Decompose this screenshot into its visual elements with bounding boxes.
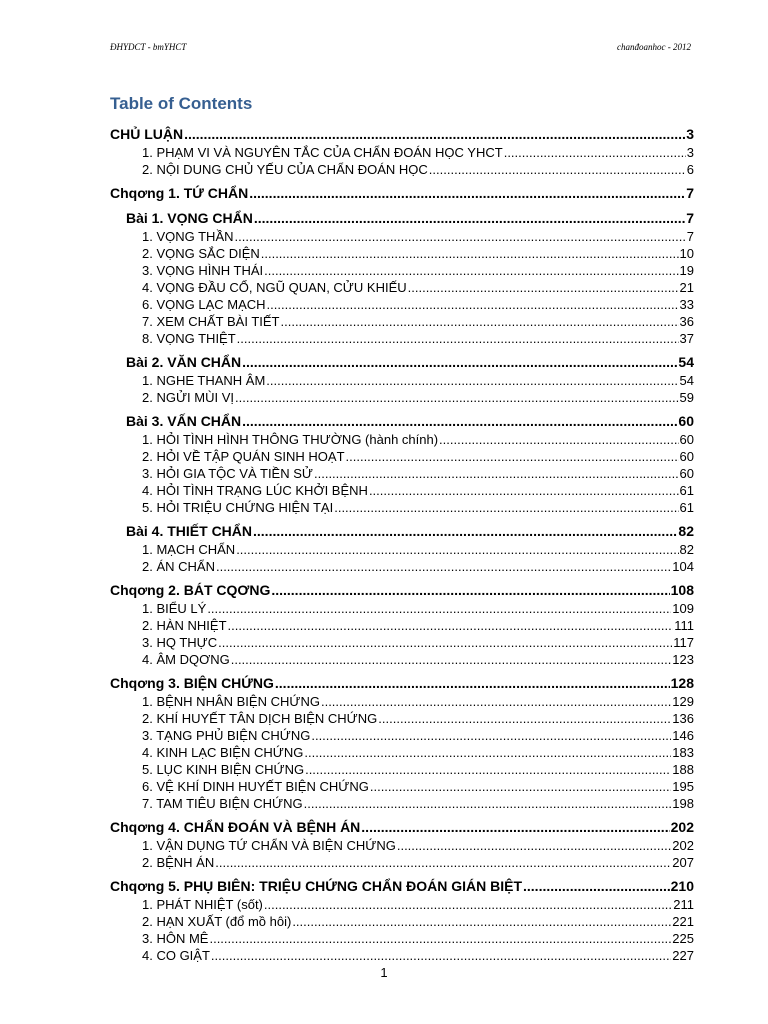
toc-item-entry[interactable]: [110, 482, 694, 499]
toc-item-entry[interactable]: [110, 837, 694, 854]
dot-leader: [370, 778, 671, 795]
toc-item-entry[interactable]: [110, 245, 694, 262]
toc-entry-page: 225: [672, 931, 694, 946]
toc-entry-title: 2. NGỬI MÙI VỊ: [142, 390, 235, 405]
toc-entry-page: 211: [673, 897, 694, 912]
dot-leader: [281, 313, 679, 330]
dot-leader: [228, 617, 674, 634]
toc-entry-page: 117: [673, 635, 694, 650]
toc-entry-title: 2. HỎI VỀ TẬP QUÁN SINH HOẠT: [142, 449, 345, 464]
toc-entry-title: 5. LỤC KINH BIỆN CHỨNG: [142, 762, 305, 777]
dot-leader: [504, 144, 686, 161]
toc-entry-title: Chqơng 3. BIỆN CHỨNG: [110, 675, 274, 691]
toc-item-entry[interactable]: [110, 896, 694, 913]
toc-entry-page: 3: [686, 145, 694, 160]
toc-entry-page: 33: [679, 297, 694, 312]
toc-entry-title: 1. PHẠM VI VÀ NGUYÊN TẮC CỦA CHẨN ĐOÁN HỌC YHCT: [142, 145, 503, 160]
dot-leader: [305, 761, 671, 778]
table-of-contents: [110, 125, 694, 964]
dot-leader: [361, 818, 669, 837]
dot-leader: [184, 125, 685, 144]
toc-entry-page: 207: [672, 855, 694, 870]
toc-entry-title: 4. CO GIẬT: [142, 948, 210, 963]
toc-entry-page: 202: [670, 819, 694, 835]
toc-lesson-entry[interactable]: [110, 209, 694, 228]
dot-leader: [523, 877, 670, 896]
toc-entry-page: 210: [670, 878, 694, 894]
toc-item-entry[interactable]: [110, 693, 694, 710]
dot-leader: [218, 634, 672, 651]
toc-entry-page: 104: [672, 559, 694, 574]
toc-item-entry[interactable]: [110, 372, 694, 389]
toc-entry-title: Chqơng 1. TỨ CHẨN: [110, 185, 249, 201]
toc-entry-page: 60: [678, 413, 694, 429]
toc-entry-title: 2. VỌNG SẮC DIỆN: [142, 246, 260, 261]
toc-item-entry[interactable]: [110, 558, 694, 575]
toc-entry-page: 7: [686, 229, 694, 244]
toc-item-entry[interactable]: [110, 710, 694, 727]
toc-item-entry[interactable]: [110, 795, 694, 812]
toc-entry-page: 146: [672, 728, 694, 743]
toc-entry-page: 21: [679, 280, 694, 295]
dot-leader: [215, 854, 671, 871]
toc-entry-title: Bài 4. THIẾT CHẨN: [126, 523, 253, 539]
toc-item-entry[interactable]: [110, 913, 694, 930]
toc-item-entry[interactable]: [110, 296, 694, 313]
toc-entry-page: 37: [679, 331, 694, 346]
dot-leader: [235, 389, 679, 406]
toc-entry-page: 128: [670, 675, 694, 691]
dot-leader: [264, 262, 678, 279]
toc-item-entry[interactable]: [110, 541, 694, 558]
dot-leader: [266, 372, 678, 389]
toc-lesson-entry[interactable]: [110, 412, 694, 431]
toc-entry-page: 221: [672, 914, 694, 929]
dot-leader: [378, 710, 671, 727]
toc-entry-page: 36: [679, 314, 694, 329]
toc-entry-title: 8. VỌNG THIỆT: [142, 331, 236, 346]
toc-entry-title: 2. NỘI DUNG CHỦ YẾU CỦA CHẨN ĐOÁN HỌC: [142, 162, 428, 177]
dot-leader: [346, 448, 679, 465]
toc-entry-title: 1. VẬN DỤNG TỨ CHẨN VÀ BIỆN CHỨNG: [142, 838, 396, 853]
toc-entry-title: 2. HÀN NHIỆT: [142, 618, 227, 633]
toc-entry-title: Chqơng 2. BÁT CQƠNG: [110, 582, 271, 598]
dot-leader: [439, 431, 678, 448]
toc-entry-title: 4. ÂM DQƠNG: [142, 652, 230, 667]
toc-item-entry[interactable]: [110, 634, 694, 651]
page-number: 1: [380, 965, 388, 980]
toc-chapter-entry[interactable]: [110, 125, 694, 144]
dot-leader: [242, 353, 677, 372]
toc-entry-page: 82: [678, 523, 694, 539]
dot-leader: [369, 482, 679, 499]
toc-entry-title: 3. HQ THỰC: [142, 635, 218, 650]
toc-lesson-entry[interactable]: [110, 353, 694, 372]
dot-leader: [304, 744, 671, 761]
toc-entry-page: 188: [672, 762, 694, 777]
toc-item-entry[interactable]: [110, 727, 694, 744]
toc-entry-title: 1. NGHE THANH ÂM: [142, 373, 266, 388]
dot-leader: [236, 541, 678, 558]
dot-leader: [334, 499, 678, 516]
dot-leader: [271, 581, 669, 600]
toc-item-entry[interactable]: [110, 617, 694, 634]
toc-item-entry[interactable]: [110, 330, 694, 347]
toc-entry-page: 61: [679, 483, 694, 498]
toc-title: Table of Contents: [110, 94, 253, 113]
dot-leader: [304, 795, 672, 812]
toc-entry-page: 7: [686, 185, 694, 201]
toc-entry-title: 1. VỌNG THẦN: [142, 229, 234, 244]
toc-item-entry[interactable]: [110, 651, 694, 668]
toc-entry-title: 2. ÁN CHẨN: [142, 559, 215, 574]
dot-leader: [264, 896, 672, 913]
toc-item-entry[interactable]: [110, 448, 694, 465]
toc-entry-page: 111: [674, 618, 694, 633]
toc-entry-title: 2. HẠN XUẤT (đổ mồ hôi): [142, 914, 292, 929]
toc-entry-title: Chqơng 4. CHẨN ĐOÁN VÀ BỆNH ÁN: [110, 819, 361, 835]
toc-entry-page: 7: [686, 210, 694, 226]
toc-entry-title: 6. VỆ KHÍ DINH HUYẾT BIỆN CHỨNG: [142, 779, 369, 794]
dot-leader: [397, 837, 671, 854]
dot-leader: [261, 245, 679, 262]
toc-item-entry[interactable]: [110, 947, 694, 964]
toc-item-entry[interactable]: [110, 465, 694, 482]
toc-entry-title: Bài 1. VỌNG CHẨN: [126, 210, 253, 226]
dot-leader: [321, 693, 671, 710]
dot-leader: [254, 209, 685, 228]
dot-leader: [237, 330, 679, 347]
dot-leader: [314, 465, 679, 482]
toc-entry-page: 123: [672, 652, 694, 667]
toc-item-entry[interactable]: [110, 144, 694, 161]
toc-entry-title: 2. KHÍ HUYẾT TÂN DỊCH BIỆN CHỨNG: [142, 711, 378, 726]
dot-leader: [249, 184, 685, 203]
toc-item-entry[interactable]: [110, 854, 694, 871]
toc-item-entry[interactable]: [110, 389, 694, 406]
toc-entry-title: 7. XEM CHẤT BÀI TIẾT: [142, 314, 280, 329]
dot-leader: [231, 651, 672, 668]
dot-leader: [209, 930, 671, 947]
toc-entry-page: 183: [672, 745, 694, 760]
dot-leader: [275, 674, 670, 693]
toc-chapter-entry[interactable]: [110, 818, 694, 837]
toc-item-entry[interactable]: [110, 600, 694, 617]
toc-entry-page: 60: [679, 432, 694, 447]
toc-entry-page: 108: [670, 582, 694, 598]
header-right-text: chanđoanhoc - 2012: [617, 42, 691, 52]
toc-entry-title: 1. BỆNH NHÂN BIỆN CHỨNG: [142, 694, 320, 709]
toc-entry-page: 19: [679, 263, 694, 278]
dot-leader: [311, 727, 671, 744]
toc-item-entry[interactable]: [110, 262, 694, 279]
toc-entry-page: 6: [686, 162, 694, 177]
toc-entry-page: 3: [686, 126, 694, 142]
dot-leader: [267, 296, 679, 313]
toc-item-entry[interactable]: [110, 228, 694, 245]
toc-chapter-entry[interactable]: [110, 581, 694, 600]
dot-leader: [242, 412, 677, 431]
toc-item-entry[interactable]: [110, 499, 694, 516]
toc-entry-title: 1. HỎI TÌNH HÌNH THÔNG THƯỜNG (hành chính): [142, 432, 439, 447]
toc-item-entry[interactable]: [110, 761, 694, 778]
toc-entry-title: Bài 2. VĂN CHẨN: [126, 354, 242, 370]
toc-entry-page: 195: [672, 779, 694, 794]
dot-leader: [429, 161, 686, 178]
toc-entry-title: Chqơng 5. PHỤ BIÊN: TRIỆU CHỨNG CHẨN ĐOÁN GIÁN BIỆT: [110, 878, 523, 894]
dot-leader: [408, 279, 679, 296]
toc-item-entry[interactable]: [110, 930, 694, 947]
toc-entry-title: 2. BỆNH ÁN: [142, 855, 215, 870]
toc-entry-page: 60: [679, 449, 694, 464]
toc-entry-title: 6. VỌNG LẠC MẠCH: [142, 297, 266, 312]
toc-entry-page: 54: [678, 354, 694, 370]
toc-entry-title: 1. MẠCH CHẨN: [142, 542, 236, 557]
toc-entry-title: 3. TẠNG PHỦ BIỆN CHỨNG: [142, 728, 311, 743]
toc-chapter-entry[interactable]: [110, 877, 694, 896]
toc-lesson-entry[interactable]: [110, 522, 694, 541]
toc-entry-title: CHỦ LUẬN: [110, 126, 184, 142]
dot-leader: [235, 228, 686, 245]
toc-item-entry[interactable]: [110, 431, 694, 448]
toc-chapter-entry[interactable]: [110, 184, 694, 203]
toc-entry-page: 82: [679, 542, 694, 557]
toc-entry-title: 4. HỎI TÌNH TRẠNG LÚC KHỞI BỆNH: [142, 483, 368, 498]
toc-chapter-entry[interactable]: [110, 674, 694, 693]
toc-entry-title: 4. KINH LẠC BIỆN CHỨNG: [142, 745, 304, 760]
toc-entry-page: 59: [679, 390, 694, 405]
toc-item-entry[interactable]: [110, 161, 694, 178]
dot-leader: [207, 600, 671, 617]
toc-entry-title: 3. VỌNG HÌNH THÁI: [142, 263, 264, 278]
header-left-text: ĐHYDCT - bmYHCT: [110, 42, 187, 52]
toc-entry-title: 7. TAM TIÊU BIỆN CHỨNG: [142, 796, 303, 811]
toc-item-entry[interactable]: [110, 279, 694, 296]
dot-leader: [253, 522, 677, 541]
toc-entry-page: 136: [672, 711, 694, 726]
toc-entry-page: 109: [672, 601, 694, 616]
toc-entry-title: 5. HỎI TRIỆU CHỨNG HIỆN TẠI: [142, 500, 334, 515]
toc-entry-page: 54: [679, 373, 694, 388]
toc-item-entry[interactable]: [110, 744, 694, 761]
toc-entry-title: 3. HỎI GIA TỘC VÀ TIỀN SỬ: [142, 466, 313, 481]
toc-entry-title: 1. PHÁT NHIỆT (sốt): [142, 897, 263, 912]
toc-item-entry[interactable]: [110, 313, 694, 330]
toc-entry-title: 3. HÔN MÊ: [142, 931, 209, 946]
toc-entry-page: 61: [679, 500, 694, 515]
toc-item-entry[interactable]: [110, 778, 694, 795]
toc-entry-title: 4. VỌNG ĐẦU CỔ, NGŨ QUAN, CỬU KHIẾU: [142, 280, 407, 295]
dot-leader: [216, 558, 671, 575]
toc-entry-page: 10: [679, 246, 694, 261]
toc-entry-page: 202: [672, 838, 694, 853]
toc-entry-title: Bài 3. VẤN CHẨN: [126, 413, 242, 429]
toc-entry-page: 129: [672, 694, 694, 709]
toc-entry-page: 198: [672, 796, 694, 811]
dot-leader: [292, 913, 671, 930]
toc-entry-title: 1. BIỂU LÝ: [142, 601, 207, 616]
toc-entry-page: 227: [672, 948, 694, 963]
toc-entry-page: 60: [679, 466, 694, 481]
dot-leader: [211, 947, 671, 964]
